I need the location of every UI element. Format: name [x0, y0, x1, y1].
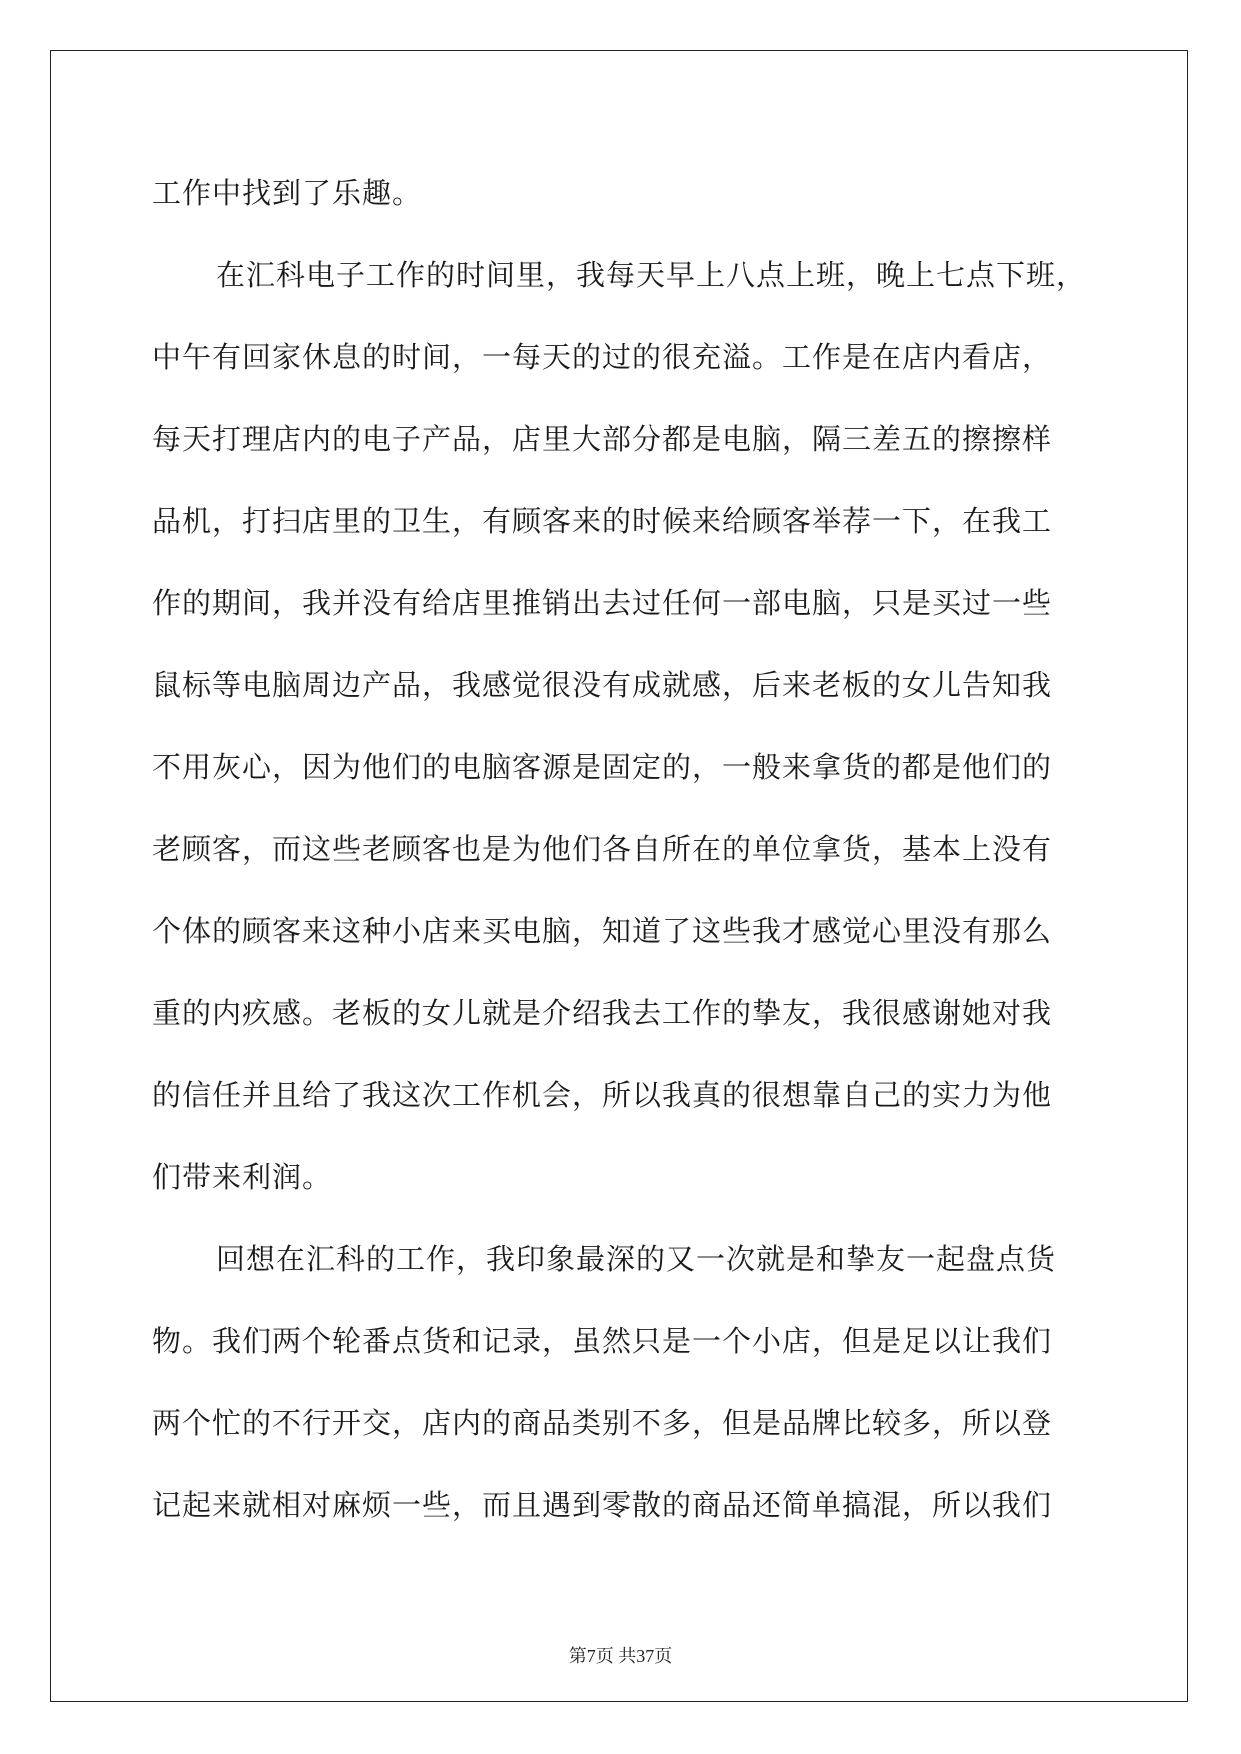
text-line: 两个忙的不行开交，店内的商品类别不多，但是品牌比较多，所以登 — [152, 1406, 1053, 1440]
text-line: 工作中找到了乐趣。 — [152, 176, 423, 210]
text-line: 个体的顾客来这种小店来买电脑，知道了这些我才感觉心里没有那么 — [152, 914, 1053, 948]
paragraph-start-line: 回想在汇科的工作，我印象最深的又一次就是和挚友一起盘点货 — [216, 1242, 1057, 1276]
text-line: 老顾客，而这些老顾客也是为他们各自所在的单位拿货，基本上没有 — [152, 832, 1053, 866]
text-line: 们带来利润。 — [152, 1160, 333, 1194]
paragraph-start-line: 在汇科电子工作的时间里，我每天早上八点上班，晚上七点下班， — [216, 258, 1087, 292]
page-number-footer: 第7页 共37页 — [568, 1646, 673, 1666]
text-line: 品机，打扫店里的卫生，有顾客来的时候来给顾客举荐一下，在我工 — [152, 504, 1053, 538]
text-line: 作的期间，我并没有给店里推销出去过任何一部电脑，只是买过一些 — [152, 586, 1053, 620]
text-line: 的信任并且给了我这次工作机会，所以我真的很想靠自己的实力为他 — [152, 1078, 1053, 1112]
text-line: 物。我们两个轮番点货和记录，虽然只是一个小店，但是足以让我们 — [152, 1324, 1053, 1358]
text-line: 不用灰心，因为他们的电脑客源是固定的，一般来拿货的都是他们的 — [152, 750, 1053, 784]
text-line: 每天打理店内的电子产品，店里大部分都是电脑，隔三差五的擦擦样 — [152, 422, 1053, 456]
text-line: 鼠标等电脑周边产品，我感觉很没有成就感，后来老板的女儿告知我 — [152, 668, 1053, 702]
text-line: 中午有回家休息的时间，一每天的过的很充溢。工作是在店内看店， — [152, 340, 1053, 374]
text-line: 重的内疚感。老板的女儿就是介绍我去工作的挚友，我很感谢她对我 — [152, 996, 1053, 1030]
document-body — [152, 152, 1092, 1546]
text-line: 记起来就相对麻烦一些，而且遇到零散的商品还简单搞混，所以我们 — [152, 1488, 1053, 1522]
